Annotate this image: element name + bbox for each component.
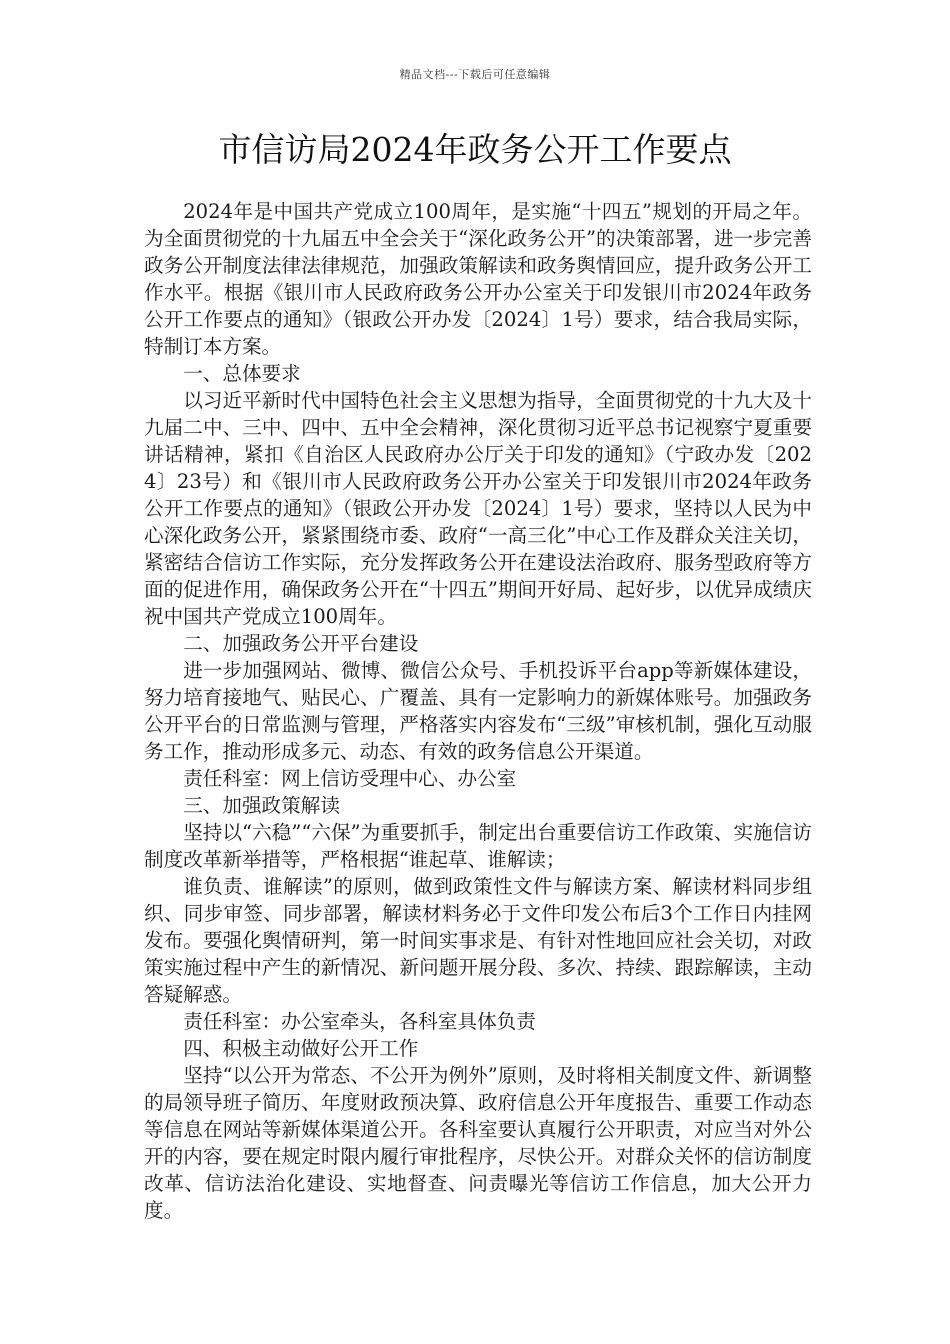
section-heading-1: 一、总体要求 — [183, 362, 301, 385]
paragraph-policy-interpretation-a: 坚持以“六稳”“六保”为重要抓手，制定出台重要信访工作政策、实施信访制度改革新举措等，严格根据“谁起草、谁解读； — [144, 821, 812, 871]
paragraph-platform-building: 进一步加强网站、微博、微信公众号、手机投诉平台app等新媒体建设，努力培育接地气、贴民心、广覆盖、具有一定影响力的新媒体账号。加强政务公开平台的日常监测与管理，严格落实内容发布“三级”审核机制，强化互动服务工作，推动形成多元、动态、有效的政务信息公开渠道。 — [144, 659, 812, 763]
header-note: 精品文档---下载后可任意编辑 — [399, 68, 551, 81]
paragraph-intro: 2024年是中国共产党成立100周年，是实施“十四五”规划的开局之年。为全面贯彻党的十九届五中全会关于“深化政务公开”的决策部署，进一步完善政务公开制度法律法律规范，加强政策解读和政务舆情回应，提升政务公开工作水平。根据《银川市人民政府政务公开办公室关于印发银川市2024年政务公开工作要点的通知》（银政公开办发〔2024〕1号）要求，结合我局实际，特制订本方案。 — [144, 200, 812, 358]
paragraph-policy-interpretation-b: 谁负责、谁解读”的原则，做到政策性文件与解读方案、解读材料同步组织、同步审签、同步部署，解读材料务必于文件印发公布后3个工作日内挂网发布。要强化舆情研判，第一时间实事求是、有针对性地回应社会关切，对政策实施过程中产生的新情况、新问题开展分段、多次、持续、跟踪解读，主动答疑解惑。 — [144, 875, 812, 1006]
document-body — [144, 198, 812, 1224]
paragraph-general-requirements: 以习近平新时代中国特色社会主义思想为指导，全面贯彻党的十九大及十九届二中、三中、四中、五中全会精神，深化贯彻习近平总书记视察宁夏重要讲话精神，紧扣《自治区人民政府办公厅关于印发的通知》（宁政办发〔2024〕23号）和《银川市人民政府政务公开办公室关于印发银川市2024年政务公开工作要点的通知》（银政公开办发〔2024〕1号）要求，坚持以人民为中心深化政务公开，紧紧围绕市委、政府“一高三化”中心工作及群众关注关切，紧密结合信访工作实际，充分发挥政务公开在建设法治政府、服务型政府等方面的促进作用，确保政务公开在“十四五”期间开好局、起好步，以优异成绩庆祝中国共产党成立100周年。 — [144, 389, 812, 628]
section-heading-3: 三、加强政策解读 — [183, 794, 340, 817]
responsible-office-2: 责任科室：办公室牵头，各科室具体负责 — [183, 1010, 536, 1033]
document-title: 市信访局2024年政务公开工作要点 — [218, 130, 732, 169]
section-heading-4: 四、积极主动做好公开工作 — [183, 1037, 419, 1060]
paragraph-proactive-disclosure: 坚持“以公开为常态、不公开为例外”原则，及时将相关制度文件、新调整的局领导班子简历、年度财政预决算、政府信息公开年度报告、重要工作动态等信息在网站等新媒体渠道公开。各科室要认真履行公开职责，对应当对外公开的内容，要在规定时限内履行审批程序，尽快公开。对群众关怀的信访制度改革、信访法治化建设、实地督查、问责曝光等信访工作信息，加大公开力度。 — [144, 1064, 812, 1222]
responsible-office-1: 责任科室：网上信访受理中心、办公室 — [183, 767, 517, 790]
section-heading-2: 二、加强政务公开平台建设 — [183, 632, 419, 655]
